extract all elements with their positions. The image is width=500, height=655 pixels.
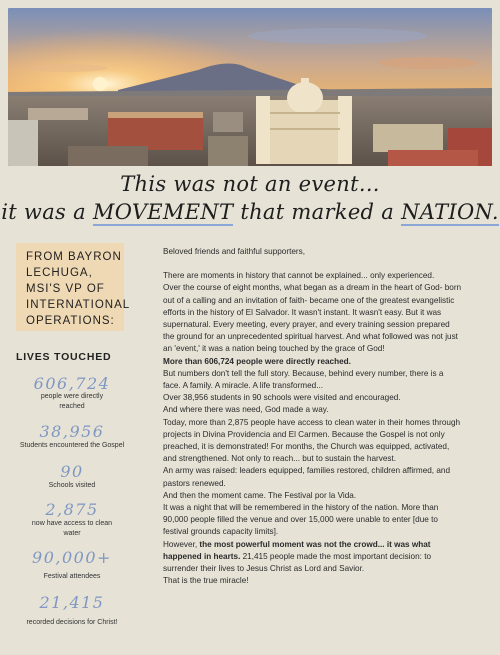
letter-line [163,551,493,563]
letter-line [163,539,493,551]
author-line: FROM BAYRON [26,251,122,263]
headline-line-1: This was not an event... [120,172,380,196]
author-line: INTERNATIONAL [26,299,131,311]
stat-label-line: water [63,529,81,537]
letter-line: But numbers don't tell the full story. Because, behind every number, there is a [163,368,444,378]
letter-line: projects in Divina Providencia and El Carmen. Because the Gospel is not only [163,429,445,439]
letter-line: And where there was need, God made a way. [163,405,329,415]
lives-touched-title: LIVES TOUCHED [16,351,112,363]
letter-line: Today, more than 2,875 people have access to clean water in their homes through [163,417,461,427]
headline-text-pre: it was a [1,200,93,224]
stat-label: recorded decisions for Christ! [26,619,118,626]
stat-label: Students encountered the Gospel [19,442,125,449]
letter-line: It was a night that will be remembered in the history of the nation. More than [163,503,439,513]
letter-body [163,246,493,587]
hero-photo [8,8,492,166]
letter-bold: More than 606,724 people were directly reached. [163,356,351,366]
stat-number: 90,000+ [32,548,112,567]
letter-line: There are moments in history that cannot be explained... only experienced. [163,271,435,281]
letter-line: An army was raised: leaders equipped, families restored, children affirmed, and [163,466,451,476]
letter-line: 90,000 people filled the venue and over 15,000 were unable to enter [due to [163,515,438,525]
letter-bold: happened in hearts. [163,551,241,561]
letter-line: And then the moment came. The Festival por la Vida. [163,490,357,500]
letter-line: out of a calling and an invitation of faith- became one of the greatest evangelistic [163,295,455,305]
letter-line: pastors renewed. [163,478,226,488]
stat-label [8,392,136,411]
author-box [16,243,131,331]
letter-text: 21,415 people made the most important decision: to [240,551,432,561]
stat-label-line: now have access to clean [31,520,113,527]
stat-label-line: reached [59,402,85,410]
letter-line: Over 38,956 students in 90 schools were visited and encouraged. [163,393,401,403]
headline-text-mid: that marked a [233,200,402,224]
author-line: LECHUGA, [26,267,93,279]
author-line: MSI'S VP OF [26,283,105,295]
letter-text: However, [163,539,200,549]
letter-line: That is the true miracle! [163,576,249,586]
letter-bold: the most powerful moment was not the crowd... it was what [199,539,431,549]
letter-line: an 'event,' it was a nation being touched by the grace of God! [163,344,385,354]
city-sunset-image [8,8,492,166]
stat-number: 90 [60,462,84,481]
letter-line: preached, it is demonstrated! For months, the Church was equipped, activated, [163,442,450,452]
letter-greeting: Beloved friends and faithful supporters, [163,247,306,256]
stat-number: 21,415 [39,593,105,612]
letter-line [163,356,493,368]
letter-line: and strengthened. Not only to reach... but to sustain the harvest. [163,454,397,464]
letter-line: face. A family. A miracle. A life transformed... [163,381,324,391]
headline-movement: MOVEMENT [92,200,234,224]
headline-line-2 [0,200,500,224]
stat-label [8,519,136,538]
stat-label-line: people were directly [40,393,104,400]
letter-line: efforts in the history of El Salvador. It wasn't instant. It wasn't easy. But it was [163,307,442,317]
stat-label: Schools visited [48,482,96,489]
headline [0,170,500,232]
letter-line: the ground for an unprecedented spiritual harvest. And what followed was not just [163,332,458,342]
letter-line: surrender their lives to Jesus Christ as Lord and Savior. [163,564,365,574]
letter-line: supernatural. Every meeting, every prayer, and every training session prepared [163,320,450,330]
stat-number: 2,875 [45,500,99,519]
stat-label: Festival attendees [43,573,101,580]
letter-line: festival grounds capacity limits]. [163,527,279,537]
author-line: OPERATIONS: [26,315,115,327]
letter-line: Over the course of eight months, what began as a dream in the heart of God- born [163,283,462,293]
stat-number: 38,956 [39,422,105,441]
headline-nation: NATION. [401,200,499,224]
stat-number: 606,724 [33,374,111,393]
